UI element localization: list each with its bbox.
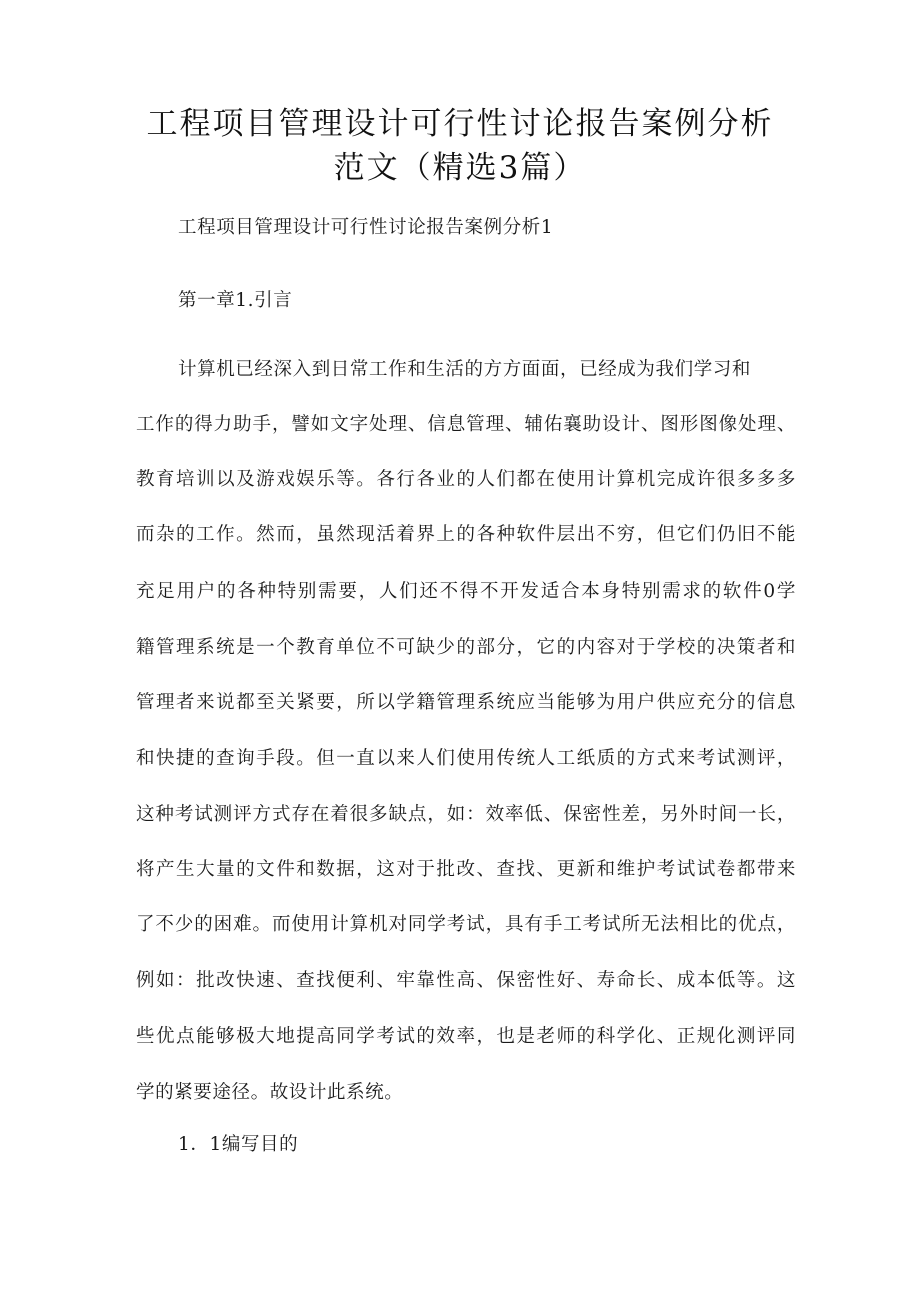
paragraph-line: 和快捷的查询手段。但一直以来人们使用传统人工纸质的方式来考试测评， [136,748,796,769]
paragraph-line: 些优点能够极大地提高同学考试的效率，也是老师的科学化、正规化测评同 [136,1026,796,1047]
paragraph-line: 工作的得力助手，譬如文字处理、信息管理、辅佑襄助设计、图形图像处理、 [136,414,796,435]
paragraph-line: 了不少的困难。而使用计算机对同学考试，具有手工考试所无法相比的优点， [136,914,796,935]
paragraph-line: 这种考试测评方式存在着很多缺点，如：效率低、保密性差，另外时间一长， [136,804,796,825]
paragraph-line: 而杂的工作。然而，虽然现活着界上的各种软件层出不穷，但它们仍旧不能 [136,524,796,545]
paragraph-line: 管理者来说都至关紧要，所以学籍管理系统应当能够为用户供应充分的信息 [136,692,796,713]
paragraph-line: 学的紧要途径。故设计此系统。 [136,1082,404,1103]
chapter-heading: 第一章1.引言 [178,290,293,311]
paragraph-line: 籍管理系统是一个教育单位不可缺少的部分，它的内容对于学校的决策者和 [136,637,796,658]
paragraph-line: 教育培训以及游戏娱乐等。各行各业的人们都在使用计算机完成许很多多多 [136,469,796,490]
paragraph-line: 充足用户的各种特别需要，人们还不得不开发适合本身特别需求的软件0学 [136,581,796,602]
paragraph-line: 例如：批改快速、查找便利、牢靠性高、保密性好、寿命长、成本低等。这 [136,970,796,991]
subsection-heading: 1．1编写目的 [178,1134,299,1155]
paragraph-line: 计算机已经深入到日常工作和生活的方方面面，已经成为我们学习和 [178,359,752,380]
document-title-line-1: 工程项目管理设计可行性讨论报告案例分析 [146,106,774,142]
paragraph-line: 将产生大量的文件和数据，这对于批改、查找、更新和维护考试试卷都带来 [136,859,796,880]
document-title-line-2: 范文（精选3篇） [333,150,587,186]
section-heading: 工程项目管理设计可行性讨论报告案例分析1 [178,217,554,238]
